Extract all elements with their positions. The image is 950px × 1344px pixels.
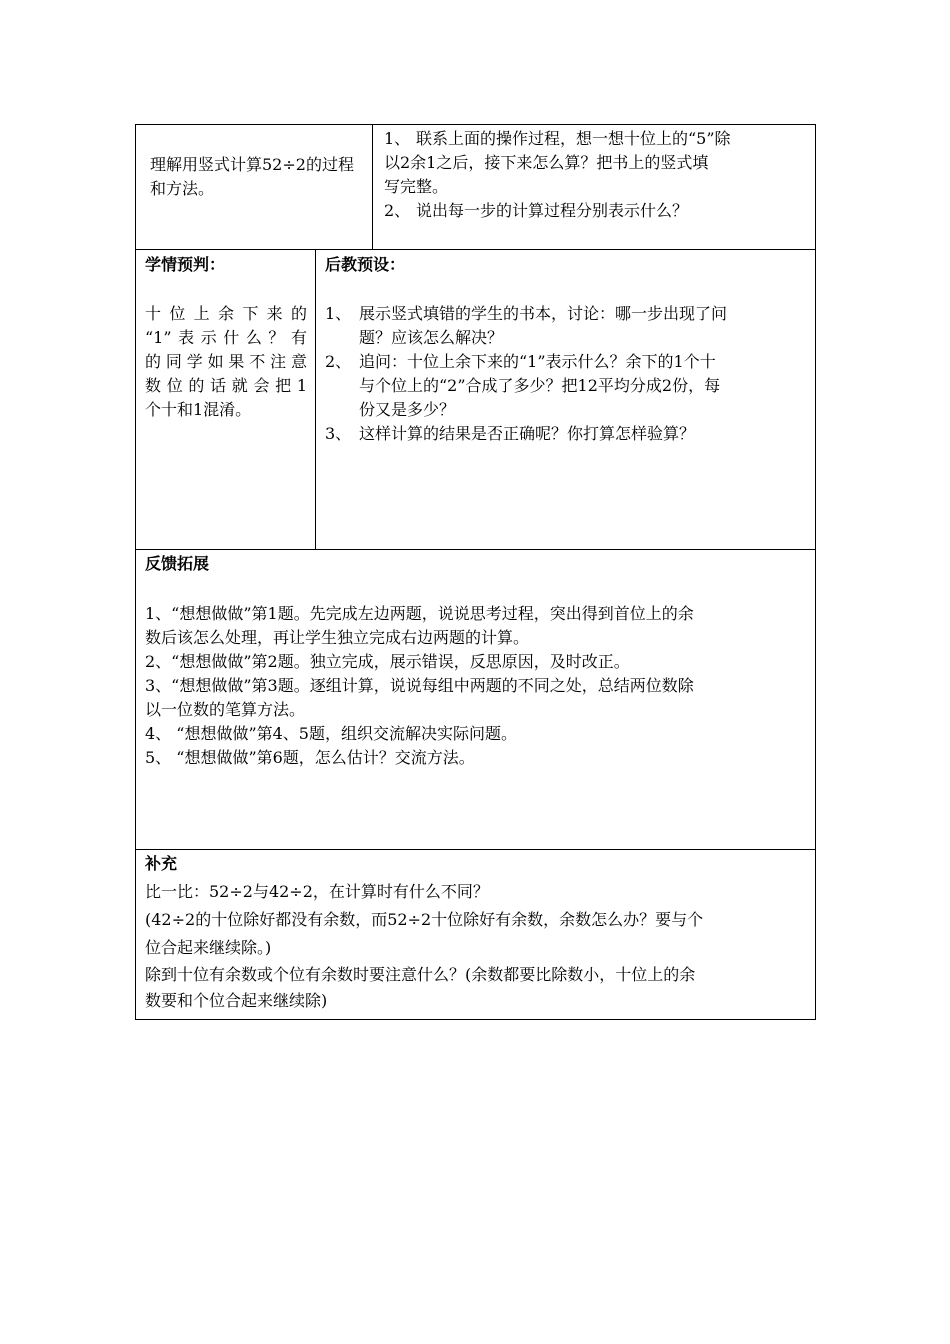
list-item: 以一位数的笔算方法。: [145, 700, 306, 719]
list-item: 2、“想想做做”第2题。独立完成，展示错误，反思原因，及时改正。: [145, 652, 630, 671]
supplement-title: 补充: [145, 854, 178, 873]
column-divider-row2: [315, 249, 316, 550]
row1-item-2-line: 说出每一步的计算过程分别表示什么？: [416, 201, 689, 220]
list-item: 4、 “想想做做”第4、5题，组织交流解决实际问题。: [145, 724, 517, 743]
post-teaching-item-2: 2、 追问：十位上余下来的“1”表示什么？余下的1个十: [325, 352, 716, 371]
row-divider-1: [135, 249, 816, 250]
table-border-right: [815, 124, 816, 1020]
row1-item-1-line: 以2余1之后，接下来怎么算？把书上的竖式填: [384, 153, 709, 172]
column-divider-row1: [372, 124, 373, 250]
row-divider-2: [135, 549, 816, 550]
row1-item-1-line: 联系上面的操作过程，想一想十位上的“5”除: [416, 129, 731, 148]
table-border-bottom: [135, 1019, 816, 1020]
row1-right-list: [384, 127, 810, 223]
student-prediction-title: 学情预判：: [145, 255, 226, 274]
row1-item-2: 2、 说出每一步的计算过程分别表示什么？: [384, 199, 810, 223]
row1-item-1-line: 写完整。: [384, 177, 449, 196]
list-item: 数后该怎么处理，再让学生独立完成右边两题的计算。: [145, 628, 530, 647]
row1-item-1: 1、 联系上面的操作过程，想一想十位上的“5”除: [384, 127, 810, 151]
supplement-text: 比一比：52÷2与42÷2，在计算时有什么不同？ (42÷2的十位除好都没有余数，而52÷2十位除好有余数，余数怎么办？要与个 位合起来继续除。) 除到十位有余数或个位有余数时要注意什么？(余数都要比除数小，十位上的余 数要和个位合起来继续除): [145, 882, 704, 1010]
post-teaching-list: 1、 展示竖式填错的学生的书本，讨论：哪一步出现了问 题？应该怎么解决？ 2、 追问：十位上余下来的“1”表示什么？余下的1个十 与个位上的“2”合成了多少？把12平均分成2份，每 份又是多少？ 3、 这样计算的结果是否正确呢？你打算怎样验算？: [325, 302, 809, 446]
table-border-left: [135, 124, 136, 1020]
row1-left-text: 理解用竖式计算52÷2的过程和方法。: [150, 155, 354, 198]
post-teaching-title: 后教预设：: [325, 255, 406, 274]
student-prediction-text: 十位上余下来的 “1”表示什么？有 的同学如果不注意 数位的话就会把1 个十和1混淆。: [145, 304, 307, 419]
feedback-extension-list: [145, 602, 809, 770]
list-item: 3、“想想做做”第3题。逐组计算，说说每组中两题的不同之处，总结两位数除: [145, 676, 694, 695]
post-teaching-item-1: 1、 展示竖式填错的学生的书本，讨论：哪一步出现了问: [325, 304, 728, 323]
feedback-extension-title: 反馈拓展: [145, 554, 210, 573]
list-item: 1、“想想做做”第1题。先完成左边两题，说说思考过程，突出得到首位上的余: [145, 604, 694, 623]
row-divider-3: [135, 849, 816, 850]
table-border-top: [135, 124, 816, 125]
post-teaching-item-3: 3、 这样计算的结果是否正确呢？你打算怎样验算？: [325, 424, 696, 443]
list-item: 5、 “想想做做”第6题，怎么估计？交流方法。: [145, 748, 475, 767]
